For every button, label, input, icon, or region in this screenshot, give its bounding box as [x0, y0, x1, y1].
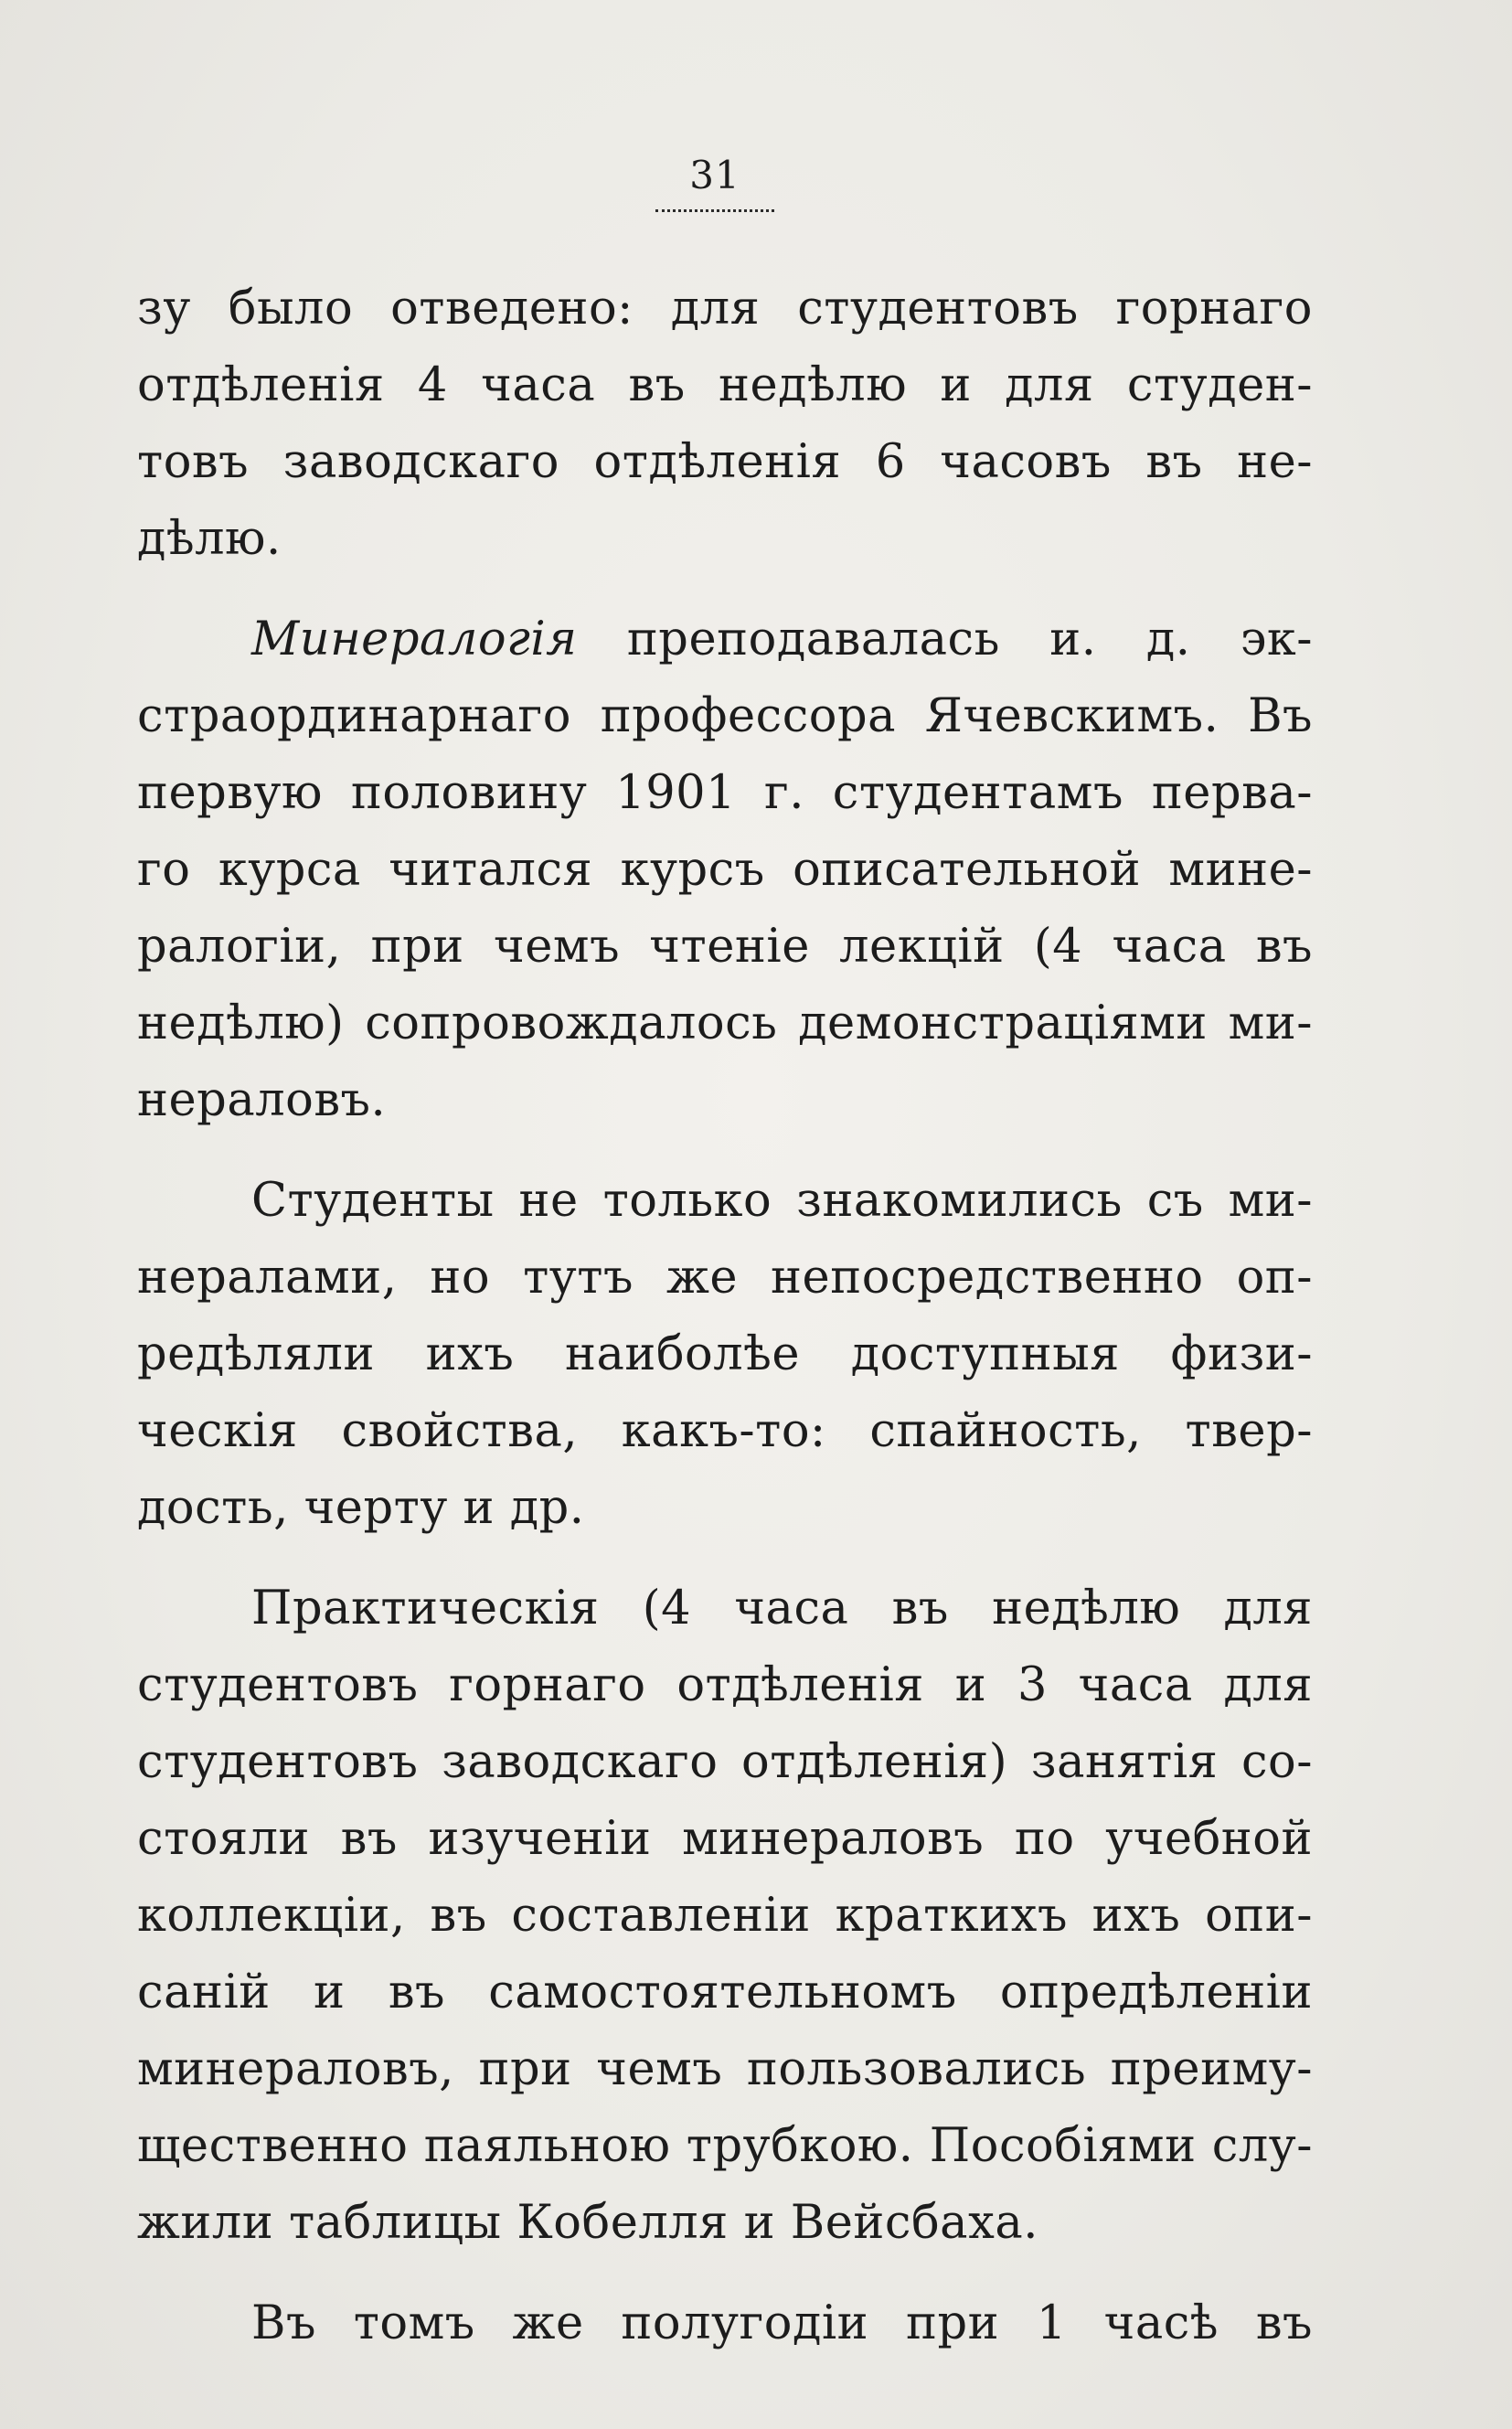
text-line [137, 2285, 1313, 2362]
text-line: первую половину 1901 г. студентамъ перва- [137, 766, 1313, 820]
text-line: нералами, но тутъ же непосредственно оп- [137, 1251, 1313, 1305]
text-line: отдѣленія 4 часа въ недѣлю и для студен- [137, 358, 1313, 412]
text-line [137, 1571, 1313, 1647]
text-line: го курса читался курсъ описательной мине- [137, 843, 1313, 897]
page-number: 31 [689, 153, 740, 197]
text-line: ралогіи, при чемъ чтеніе лекцій (4 часа въ [137, 920, 1313, 974]
text-line: недѣлю) сопровождалось демонстраціями ми- [137, 996, 1313, 1050]
text-line: стояли въ изученіи минераловъ по учебной [137, 1812, 1313, 1866]
text-line: жили таблицы Кобелля и Вейсбаха. [137, 2196, 1038, 2250]
text-fragment: Въ томъ же полугодіи при 1 часѣ въ [251, 2296, 1313, 2350]
text-line: щественно паяльною трубкою. Пособіями слу- [137, 2119, 1313, 2173]
text-line: страординарнаго профессора Ячевскимъ. Въ [137, 689, 1313, 743]
text-line: редѣляли ихъ наиболѣе доступныя физи- [137, 1327, 1313, 1381]
text-line [137, 1163, 1313, 1240]
text-line: студентовъ заводскаго отдѣленія) занятія со- [137, 1735, 1313, 1789]
text-line: минераловъ, при чемъ пользовались преиму- [137, 2042, 1313, 2096]
text-line: коллекціи, въ составленіи краткихъ ихъ опи- [137, 1889, 1313, 1943]
text-line: товъ заводскаго отдѣленія 6 часовъ въ не- [137, 435, 1313, 489]
text-fragment: Практическія (4 часа въ недѣлю для [251, 1582, 1313, 1635]
text-line: зу было отведено: для студентовъ горнаго [137, 282, 1313, 336]
text-line: нераловъ. [137, 1073, 387, 1127]
text-fragment: преподавалась и. д. эк- [626, 613, 1313, 666]
text-fragment: Студенты не только знакомились съ ми- [251, 1174, 1313, 1228]
body-text [137, 271, 1313, 2362]
text-line: дѣлю. [137, 512, 282, 566]
text-line: студентовъ горнаго отдѣленія и 3 часа для [137, 1658, 1313, 1712]
text-line: ческія свойства, какъ-то: спайность, твер- [137, 1404, 1313, 1458]
text-line: дость, черту и др. [137, 1481, 585, 1535]
text-line: саній и въ самостоятельномъ опредѣленіи [137, 1966, 1313, 2019]
italic-term: Минералогія [251, 613, 578, 666]
page-number-rule [655, 209, 774, 212]
text-line [137, 602, 1313, 678]
